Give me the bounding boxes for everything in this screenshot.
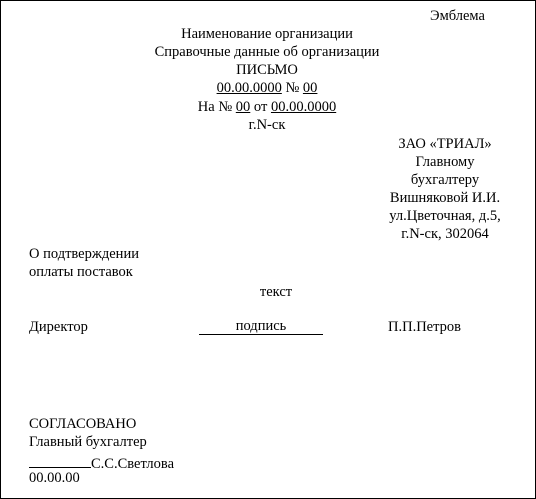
body-text: текст (259, 284, 293, 300)
reference-date: 00.00.0000 (270, 99, 337, 115)
signer-position: Директор (29, 319, 88, 335)
addressee-block (370, 135, 520, 243)
document-date-number (0, 79, 534, 97)
reference-prefix: На № (197, 99, 233, 115)
organization-info: Справочные данные об организации (154, 44, 380, 60)
approval-title: СОГЛАСОВАНО (29, 416, 137, 432)
approval-name: С.С.Светлова (91, 456, 175, 472)
addressee-line: бухгалтеру (410, 172, 480, 188)
approval-date: 00.00.00 (29, 470, 80, 486)
signer-name: П.П.Петров (388, 319, 461, 335)
addressee-line: ул.Цветочная, д.5, (389, 208, 501, 224)
emblem-placeholder: Эмблема (430, 8, 485, 24)
subject-line: оплаты поставок (29, 264, 133, 280)
document-date: 00.00.0000 (216, 80, 282, 96)
addressee-line: Вишняковой И.И. (389, 190, 501, 206)
organization-name: Наименование организации (181, 26, 353, 42)
approval-position: Главный бухгалтер (29, 434, 147, 450)
addressee-line: ЗАО «ТРИАЛ» (398, 136, 492, 152)
approval-signature-line (29, 451, 91, 468)
signature-line: подпись (199, 318, 323, 335)
document-number: 00 (302, 80, 318, 96)
reference-from: от (253, 99, 268, 115)
document-type: ПИСЬМО (236, 62, 298, 78)
addressee-line: Главному (415, 154, 475, 170)
subject-line: О подтверждении (29, 246, 139, 262)
reference-number: 00 (235, 99, 251, 115)
reference-line (0, 98, 534, 116)
addressee-line: г.N-ск, 302064 (401, 226, 489, 242)
city: г.N-ск (248, 117, 286, 133)
number-sign: № (285, 80, 300, 96)
